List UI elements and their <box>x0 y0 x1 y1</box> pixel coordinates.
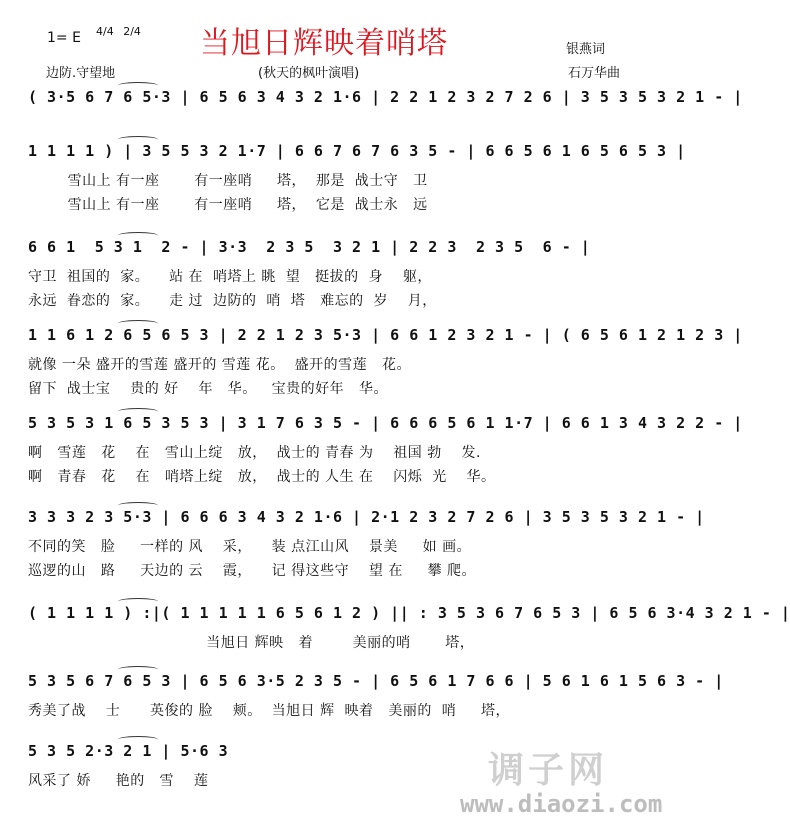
score-line <box>28 604 790 652</box>
lyric-line: 守卫 祖国的 家。 站 在 哨塔上 眺 望 挺拔的 身 躯， <box>28 269 432 285</box>
key-signature: 1= E <box>47 30 81 46</box>
watermark-url: www.diaozi.com <box>460 790 663 818</box>
notation-line: 5 3 5 6 7 6 5 3 | 6 5 6 3·5 2 3 5 - | 6 5 6 1 7 6 6 | 5 6 1 6 1 5 6 3 - | <box>28 672 724 690</box>
score-line <box>28 88 743 106</box>
time-signature <box>96 26 141 37</box>
notation-line: 1 1 1 1 ) | 3 5 5 3 2 1·7 | 6 6 7 6 7 6 3 5 - | 6 6 5 6 1 6 5 6 5 3 | <box>28 142 686 160</box>
score-line <box>28 414 743 486</box>
lyric-line: 当旭日 辉映 着 美丽的哨 塔， <box>28 635 475 651</box>
lyric-line: 留下 战士宝 贵的 好 年 华。 宝贵的好年 华。 <box>28 381 389 397</box>
lyric-line: 雪山上 有一座 有一座哨 塔， 那是 战士守 卫 <box>28 173 428 189</box>
lyric-line: 啊 雪莲 花 在 雪山上绽 放， 战士的 青春 为 祖国 勃 发. <box>28 445 482 461</box>
slur-mark <box>118 232 158 239</box>
time-sig-1: 4/4 <box>96 25 114 38</box>
score-line <box>28 238 638 310</box>
slur-mark <box>118 666 158 673</box>
page-title: 当旭日辉映着哨塔 <box>200 26 448 61</box>
score-line <box>28 672 724 720</box>
notation-line: 6 6 1 5 3 1 2 - | 3·3 2 3 5 3 2 1 | 2 2 3 2 3 5 6 - | <box>28 238 591 256</box>
notation-line: 1 1 6 1 2 6 5 6 5 3 | 2 2 1 2 3 5·3 | 6 6 1 2 3 2 1 - | ( 6 5 6 1 2 1 2 3 | <box>28 326 743 344</box>
lyric-line: 风采了 娇 艳的 雪 莲 <box>28 773 209 789</box>
lyric-line: 啊 青春 花 在 哨塔上绽 放， 战士的 人生 在 闪烁 光 华。 <box>28 469 496 485</box>
lyric-line: 雪山上 有一座 有一座哨 塔， 它是 战士永 远 <box>28 197 428 213</box>
slur-mark <box>118 736 158 743</box>
slur-mark <box>118 598 158 605</box>
score-line <box>28 508 705 580</box>
score-line <box>28 326 743 398</box>
notation-line: 5 3 5 3 1 6 5 3 5 3 | 3 1 7 6 3 5 - | 6 6 6 5 6 1 1·7 | 6 6 1 3 4 3 2 2 - | <box>28 414 743 432</box>
lyric-line: 永远 眷恋的 家。 走 过 边防的 哨 塔 难忘的 岁 月， <box>28 293 437 309</box>
slur-mark <box>118 502 158 509</box>
slur-mark <box>118 408 158 415</box>
lyric-line: 就像 一朵 盛开的雪莲 盛开的 雪莲 花。 盛开的雪莲 花。 <box>28 357 412 373</box>
lyric-line: 不同的笑 脸 一样的 风 采， 装 点江山风 景美 如 画。 <box>28 539 472 555</box>
lyric-line: 巡逻的山 路 天边的 云 霞， 记 得这些守 望 在 攀 爬。 <box>28 563 477 579</box>
notation-line: 3 3 3 2 3 5·3 | 6 6 6 3 4 3 2 1·6 | 2·1 2 3 2 7 2 6 | 3 5 3 5 3 2 1 - | <box>28 508 705 526</box>
subtitle-left: 边防.守望地 <box>46 66 116 81</box>
lyricist: 银燕词 <box>566 42 606 57</box>
slur-mark <box>118 136 158 143</box>
score-line <box>28 142 686 214</box>
notation-line: ( 1 1 1 1 ) :|( 1 1 1 1 1 6 5 6 1 2 ) || : 3 5 3 6 7 6 5 3 | 6 5 6 3·4 3 2 1 - | <box>28 604 790 622</box>
notation-line: ( 3·5 6 7 6 5·3 | 6 5 6 3 4 3 2 1·6 | 2 2 1 2 3 2 7 2 6 | 3 5 3 5 3 2 1 - | <box>28 88 743 106</box>
slur-mark <box>118 82 158 89</box>
composer: 石万华曲 <box>568 66 621 81</box>
time-sig-2: 2/4 <box>123 25 141 38</box>
performer: (秋天的枫叶演唱) <box>258 66 360 81</box>
lyric-line: 秀美了战 士 英俊的 脸 颊。 当旭日 辉 映着 美丽的 哨 塔， <box>28 703 511 719</box>
slur-mark <box>118 320 158 327</box>
notation-line: 5 3 5 2·3 2 1 | 5·6 3 <box>28 742 229 760</box>
watermark-cn: 调子网 <box>488 750 609 791</box>
